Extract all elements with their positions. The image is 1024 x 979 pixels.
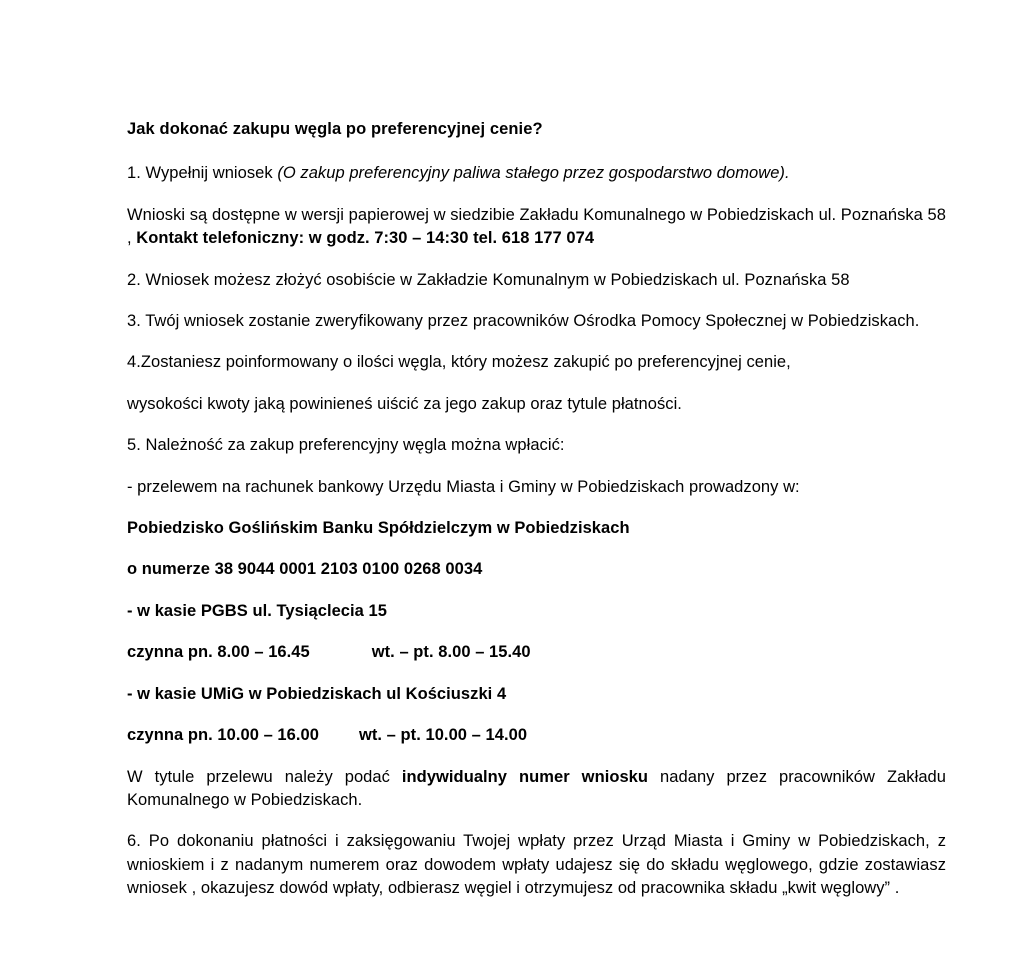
contact-phone-info: Kontakt telefoniczny: w godz. 7:30 – 14:30 tel. 618 177 074 [136, 229, 595, 248]
paragraph-step-4-cont: wysokości kwoty jaką powinieneś uiścić za jego zakup oraz tytule płatności. [127, 394, 682, 413]
paragraph-forms-availability [127, 204, 946, 251]
transfer-title-suffix: nadany przez pracowników Zakładu Komunalnego w Pobiedziskach. [127, 767, 946, 810]
step-1-form-name: (O zakup preferencyjny paliwa stałego przez gospodarstwo domowe). [277, 164, 790, 183]
paragraph-cash-desk-umig: - w kasie UMiG w Pobiedziskach ul Kościuszki 4 [127, 684, 507, 703]
paragraph-bank-name: Pobiedzisko Goślińskim Banku Spółdzielczym w Pobiedziskach [127, 519, 630, 538]
page-title: Jak dokonać zakupu węgla po preferencyjnej cenie? [127, 120, 543, 138]
paragraph-account-number: o numerze 38 9044 0001 2103 0100 0268 0034 [127, 560, 483, 579]
paragraph-step-1 [127, 162, 946, 185]
paragraph-step-2: 2. Wniosek możesz złożyć osobiście w Zakładzie Komunalnym w Pobiedziskach ul. Poznańska 58 [127, 270, 850, 289]
paragraph-cash-desk-pgbs: - w kasie PGBS ul. Tysiąclecia 15 [127, 601, 387, 620]
forms-availability-text: Wnioski są dostępne w wersji papierowej w siedzibie Zakładu Komunalnego w Pobiedziskach ul. Poznańska 58 , [127, 205, 946, 248]
paragraph-step-5: 5. Należność za zakup preferencyjny węgla można wpłacić: [127, 436, 565, 455]
paragraph-step-6: 6. Po dokonaniu płatności i zaksięgowaniu Twojej wpłaty przez Urząd Miasta i Gminy w Pobiedziskach, z wnioskiem i z nadanym numerem oraz dowodem wpłaty udajesz się do składu węglowego, gdzie zostawiasz wniosek , okazujesz dowód wpłaty, odbierasz węgiel i otrzymujesz od pracownika składu „kwit węglowy” . [127, 832, 946, 898]
umig-hours-monday: czynna pn. 10.00 – 16.00 [127, 726, 319, 745]
pgbs-hours-tue-fri: wt. – pt. 8.00 – 15.40 [371, 643, 531, 662]
umig-hours-tue-fri: wt. – pt. 10.00 – 14.00 [358, 726, 528, 745]
paragraph-step-3: 3. Twój wniosek zostanie zweryfikowany przez pracowników Ośrodka Pomocy Społecznej w Pobiedziskach. [127, 311, 920, 330]
application-number-emphasis: indywidualny numer wniosku [401, 767, 649, 786]
paragraph-transfer-title [127, 766, 946, 813]
transfer-title-prefix: W tytule przelewu należy podać [127, 767, 402, 786]
step-1-text: 1. Wypełnij wniosek [127, 164, 278, 183]
pgbs-hours-monday: czynna pn. 8.00 – 16.45 [127, 643, 310, 662]
paragraph-pgbs-hours [127, 641, 946, 664]
paragraph-transfer-option: - przelewem na rachunek bankowy Urzędu Miasta i Gminy w Pobiedziskach prowadzony w: [127, 477, 800, 496]
paragraph-umig-hours [127, 724, 946, 747]
paragraph-step-4: 4.Zostaniesz poinformowany o ilości węgla, który możesz zakupić po preferencyjnej cenie, [127, 353, 791, 372]
